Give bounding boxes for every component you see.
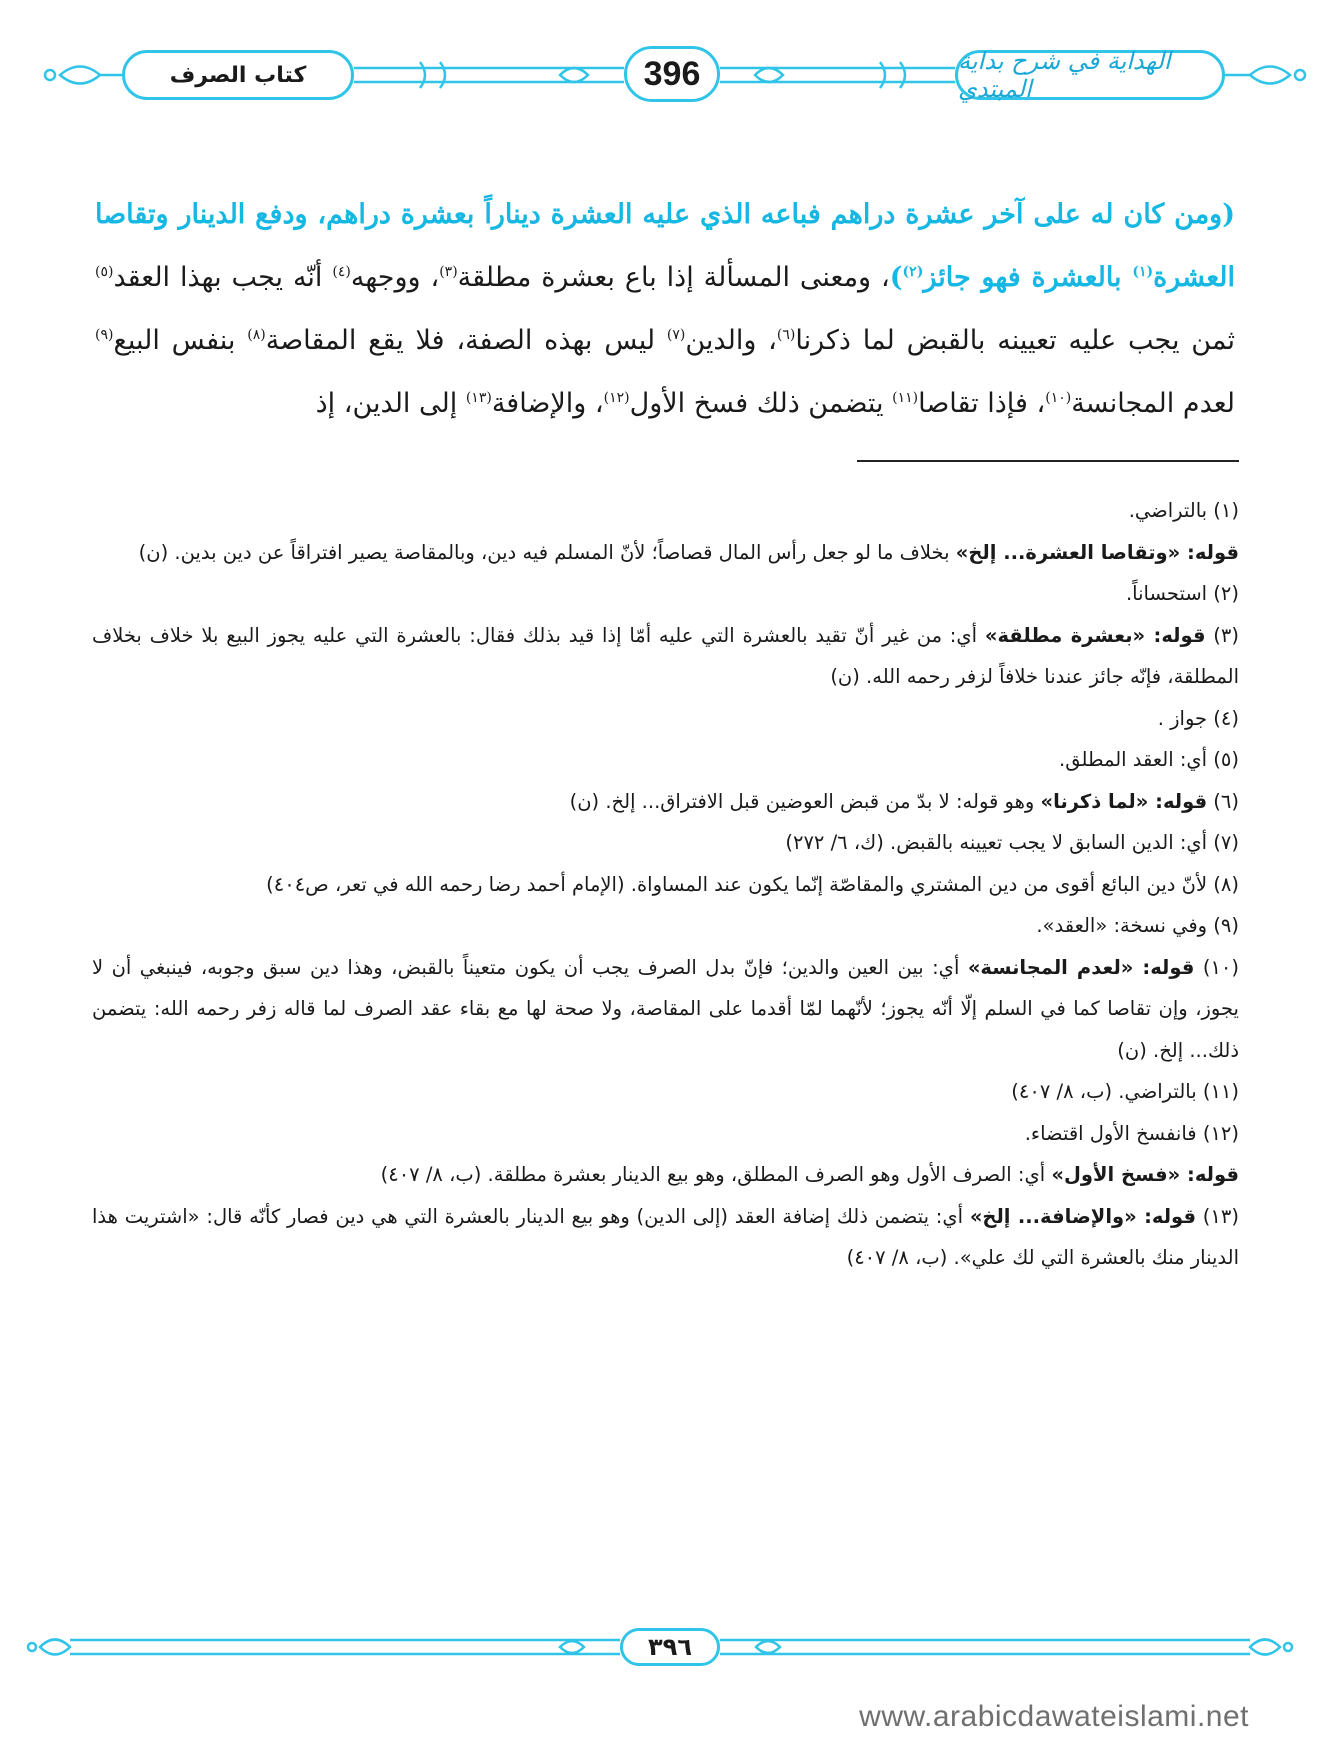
footnote-8 [92,864,1239,906]
page-number-bottom: ٣٩٦ [620,1628,720,1666]
footnote-text: أي: الصرف الأول وهو الصرف المطلق، وهو بيع الدينار بعشرة مطلقة. (ب، ٨/ ٤٠٧) [380,1163,1052,1186]
footnote-text: أي: يتضمن ذلك إضافة العقد (إلى الدين) وهو بيع الدينار بالعشرة التي هي دين فصار كأنّه قال: «اشتريت هذا الدينار منك بالعشرة التي لك علي». (ب، ٨/ ٤٠٧) [92,1204,1239,1269]
footnotes [92,490,1239,1279]
sharh-text: ، ومعنى المسألة إذا باع بعشرة مطلقة [457,262,890,293]
footnote-7 [92,822,1239,864]
sharh-text: ، والإضافة [491,388,604,419]
page-header [0,0,1319,120]
footnote-heading: قوله: «والإضافة... إلخ» [969,1204,1197,1228]
sharh-text: بنفس البيع [113,325,248,356]
footnote-heading: قوله: «فسخ الأول» [1051,1163,1239,1186]
footnote-heading: قوله: «بعشرة مطلقة» [984,623,1206,647]
matn-text: بالعشرة فهو جائز [923,262,1133,293]
matn-text: (ومن كان له على آخر عشرة دراهم فباعه الذي عليه العشرة ديناراً بعشرة دراهم، ودفع الدينار وتقاصا العشرة [95,199,1235,293]
sharh-text: ، فإذا تقاصا [918,388,1046,419]
sharh-text: أنّه يجب بهذا العقد [113,262,333,293]
footnote-1 [92,490,1239,532]
footnote-5 [92,739,1239,781]
footnote-marker: (٤) [332,264,351,280]
footnote-text: (٧) أي: الدين السابق لا يجب تعيينه بالقبض. (ك، ٦/ ٢٧٢) [785,831,1239,854]
footnote-marker: (١١) [892,390,919,406]
book-title: الهداية في شرح بداية المبتدي [955,50,1225,100]
footnote-text: (٥) أي: العقد المطلق. [1059,748,1239,771]
footnote-text: (١٢) فانفسخ الأول اقتضاء. [1024,1121,1239,1145]
footnote-marker: (١٣) [465,390,492,406]
footnote-text: أي: من غير أنّ تقيد بالعشرة التي عليه أمّا إذا قيد بذلك فقال: بالعشرة التي عليه يجوز البيع بلا خلاف بخلاف المطلقة، فإنّه جائز عندنا خلافاً لزفر رحمه الله. (ن) [92,623,1239,688]
footnote-text: (٨) لأنّ دين البائع أقوى من دين المشتري والمقاصّة إنّما يكون عند المساواة. (الإمام أحمد رضا رحمه الله في تعر، ص٤٠٤) [266,872,1239,896]
page-footer [0,1610,1319,1680]
footnote-heading: قوله: «لما ذكرنا» [1040,789,1208,813]
footnote-number: (٦) [1207,789,1239,813]
sharh-text: يتضمن ذلك فسخ الأول [629,388,893,419]
footnote-2 [92,573,1239,615]
page-number-top: 396 [624,46,720,102]
footnote-marker: (٧) [666,327,686,343]
footnote-marker: (١٠) [1045,390,1072,406]
sharh-text: ليس بهذه الصفة، فلا يقع المقاصة [265,325,667,356]
sharh-text: ثمن يجب عليه تعيينه بالقبض لما ذكرنا [795,325,1235,356]
footnote-number: (٣) [1205,623,1239,647]
footnote-divider [857,460,1239,462]
footnote-text: بخلاف ما لو جعل رأس المال قصاصاً؛ لأنّ المسلم فيه دين، وبالمقاصة يصير افتراقاً عن دين بدين. (ن) [138,540,956,564]
footnote-marker: (١٢) [603,390,630,406]
footnote-text: (٤) جواز . [1157,706,1239,730]
footnote-13 [92,1196,1239,1279]
footnote-4 [92,698,1239,740]
footnote-6 [92,781,1239,823]
footnote-12-comment [92,1154,1239,1196]
footnote-text: أي: بين العين والدين؛ فإنّ بدل الصرف يجب أن يكون متعيناً بالقبض، وهذا دين سبق وجوبه، فينبغي أن لا يجوز، وإن تقاصا كما في السلم إلّا أنّه يجوز؛ لأنّهما لمّا أقدما على المقاصة، ولا صحة لها مع بقاء عقد الصرف لما قاله زفر رحمه الله: يتضمن ذلك... إلخ. (ن) [92,955,1239,1062]
sharh-text: لعدم المجانسة [1071,388,1235,419]
footnote-number: (١٣) [1196,1204,1239,1228]
website-link[interactable]: www.arabicdawateislami.net [859,1700,1249,1733]
footnote-text: وهو قوله: لا بدّ من قبض العوضين قبل الافتراق... إلخ. (ن) [569,789,1041,813]
sharh-text: ، ووجهه [350,262,440,293]
footnote-10 [92,947,1239,1072]
footnote-3 [92,615,1239,698]
chapter-title: كتاب الصرف [122,50,354,100]
footnote-marker: (٨) [247,327,266,343]
main-text [95,183,1235,435]
sharh-text: إلى الدين، إذ [315,388,466,419]
footnote-heading: قوله: «لعدم المجانسة» [967,955,1195,979]
footnote-text: (٢) استحساناً. [1125,582,1239,605]
sharh-text: ، والدين [685,325,777,356]
footnote-number: (١٠) [1194,955,1240,979]
footnote-marker: (٣) [439,264,458,280]
footnote-text: (١١) بالتراضي. (ب، ٨/ ٤٠٧) [1011,1080,1239,1103]
footnote-marker: (٢) [902,264,924,280]
footnote-11 [92,1071,1239,1113]
footnote-12 [92,1113,1239,1155]
footnote-marker: (٦) [776,327,796,343]
footnote-text: (١) بالتراضي. [1128,499,1239,522]
footnote-marker: (٥) [95,264,114,280]
footnote-heading: قوله: «وتقاصا العشرة... إلخ» [955,540,1239,564]
footnote-9 [92,905,1239,947]
footnote-1-comment [92,532,1239,574]
matn-text: ) [889,262,903,293]
footnote-marker: (٩) [95,327,114,343]
footnote-text: (٩) وفي نسخة: «العقد». [1036,914,1239,937]
footnote-marker: (١) [1132,264,1154,280]
